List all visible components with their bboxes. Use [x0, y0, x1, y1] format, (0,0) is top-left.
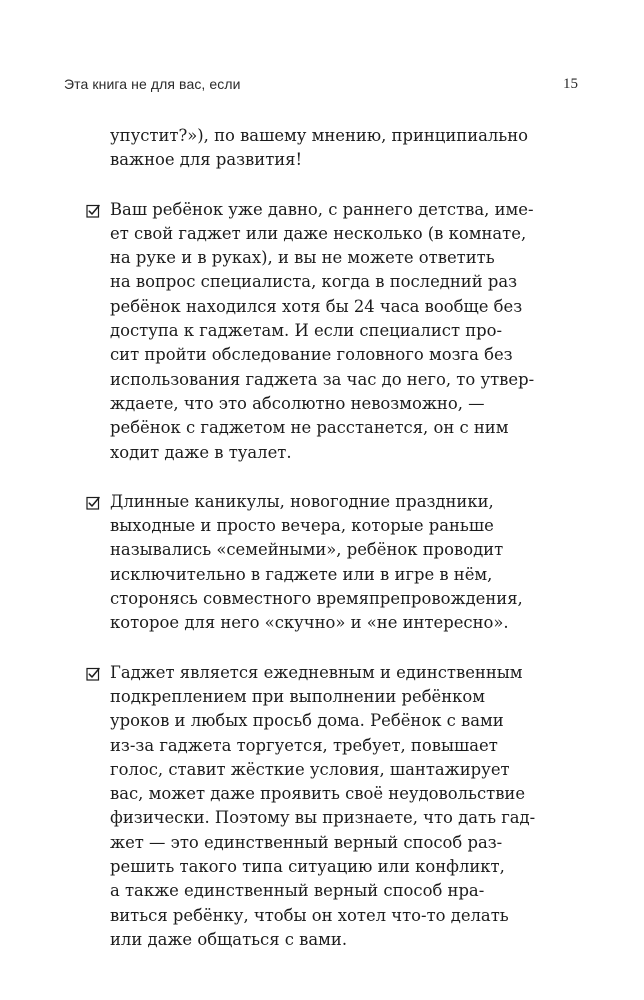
text-line: упустит?»), по вашему мнению, принципиально	[110, 126, 529, 145]
text-line: ждаете, что это абсолютно невозможно, —	[110, 393, 485, 413]
page-number: 15	[563, 76, 578, 92]
text-line: на руке и в руках), и вы не можете ответить	[110, 248, 495, 268]
text-line: виться ребёнку, чтобы он хотел что-то делать	[110, 905, 509, 925]
text-line: ребёнок с гаджетом не расстанется, он с ним	[110, 418, 509, 438]
text-line: решить такого типа ситуацию или конфликт,	[110, 857, 505, 877]
running-title: Эта книга не для вас, если	[64, 76, 241, 92]
text-line: которое для него «скучно» и «не интересно».	[110, 613, 509, 633]
text-line: а также единственный верный способ нра-	[110, 881, 485, 901]
text-line: голос, ставит жёсткие условия, шантажирует	[110, 759, 510, 779]
text-line: уроков и любых просьб дома. Ребёнок с вами	[110, 711, 504, 731]
list-item	[110, 490, 550, 636]
text-line: Длинные каникулы, новогодние праздники,	[110, 491, 494, 511]
intro-paragraph	[110, 124, 550, 173]
text-line: важное для развития!	[110, 150, 303, 170]
text-line: доступа к гаджетам. И если специалист про-	[110, 321, 503, 341]
text-line: или даже общаться с вами.	[110, 929, 348, 949]
text-line: использования гаджета за час до него, то утвер-	[110, 369, 535, 389]
text-line: физически. Поэтому вы признаете, что дать гад-	[110, 808, 536, 828]
text-line: из-за гаджета торгуется, требует, повышает	[110, 735, 498, 755]
text-line: ребёнок находился хотя бы 24 часа вообще без	[110, 296, 523, 316]
checkbox-checked-icon	[86, 667, 100, 681]
text-line: подкреплением при выполнении ребёнком	[110, 686, 486, 706]
text-line: назывались «семейными», ребёнок проводит	[110, 540, 504, 560]
text-line: на вопрос специалиста, когда в последний раз	[110, 272, 518, 292]
page-header	[64, 76, 578, 100]
text-line: ет свой гаджет или даже несколько (в комнате,	[110, 223, 527, 243]
text-line: Ваш ребёнок уже давно, с раннего детства, име-	[110, 199, 534, 219]
text-line: сит пройти обследование головного мозга без	[110, 345, 513, 365]
list-item	[110, 661, 550, 953]
checkbox-checked-icon	[86, 496, 100, 510]
text-line: сторонясь совместного времяпрепровождения,	[110, 589, 523, 609]
text-line: жет — это единственный верный способ раз-	[110, 832, 503, 852]
checkbox-checked-icon	[86, 204, 100, 218]
list-item	[110, 198, 550, 465]
text-line: ходит даже в туалет.	[110, 442, 292, 462]
text-line: Гаджет является ежедневным и единственным	[110, 662, 523, 682]
text-line: вас, может даже проявить своё неудовольствие	[110, 784, 526, 804]
page-body	[110, 124, 550, 977]
text-line: выходные и просто вечера, которые раньше	[110, 516, 494, 536]
text-line: исключительно в гаджете или в игре в нём,	[110, 564, 493, 584]
